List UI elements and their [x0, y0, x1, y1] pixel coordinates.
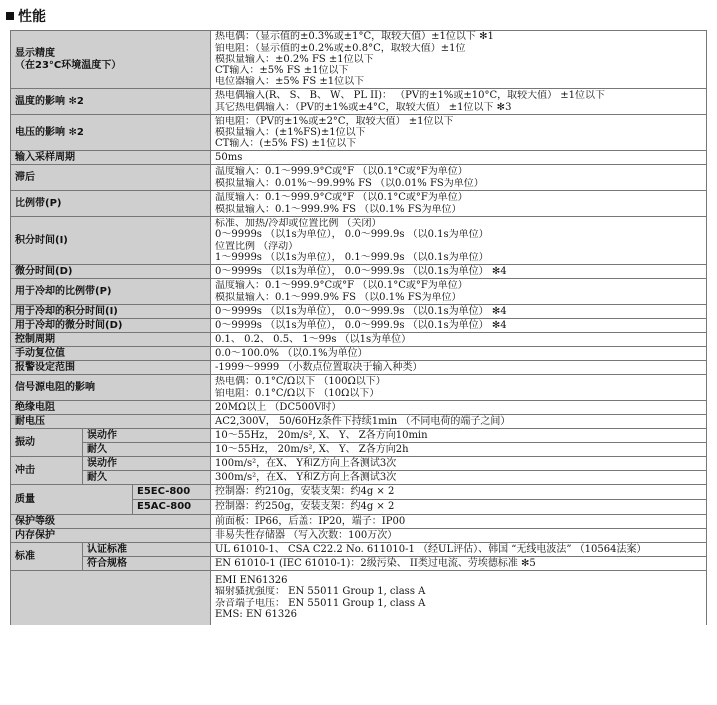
value-shock-endurance: 300m/s²，在X、 Y和Z方向上各测试3次	[211, 471, 707, 485]
sub-standards-certified: 认证标准	[83, 543, 211, 557]
value-temp-effect: 热电偶输入(R、 S、 B、 W、 PL II)： （PV的±1%或±10°C，取较大值） ±1位以下 其它热电偶输入：（PV的±1%或±4°C，取较大值） ±1位以下 ✻3	[211, 89, 707, 115]
value-cool-derivative: 0～9999s （以1s为单位）， 0.0～999.9s （以0.1s为单位） ✻4	[211, 319, 707, 333]
label-control-period: 控制周期	[11, 333, 211, 347]
sub-shock-malfunction: 误动作	[83, 457, 211, 471]
label-memory: 内存保护	[11, 529, 211, 543]
row-integral	[11, 217, 707, 265]
row-signal-source	[11, 375, 707, 401]
value-integral: 标准、加热/冷却或位置比例 （关闭） 0～9999s （以1s为单位）， 0.0～999.9s （以0.1s为单位） 位置比例 （浮动） 1～9999s （以1s为单位）， 0.1～999.9s （以0.1s为单位）	[211, 217, 707, 265]
value-voltage-effect: 铂电阻：（PV的±1%或±2°C，取较大值） ±1位以下 模拟量输入：(±1%FS)±1位以下 CT输入：(±5% FS) ±1位以下	[211, 115, 707, 151]
row-hysteresis	[11, 165, 707, 191]
sub-standards-conforming: 符合规格	[83, 557, 211, 571]
spec-table	[10, 30, 707, 625]
label-cool-derivative: 用于冷却的微分时间(D)	[11, 319, 211, 333]
row-prop-band	[11, 191, 707, 217]
row-voltage-effect	[11, 115, 707, 151]
label-alarm-range: 报警设定范围	[11, 361, 211, 375]
value-signal-source: 热电偶：0.1°C/Ω以下 （100Ω以下） 铂电阻：0.1°C/Ω以下 （10Ω以下）	[211, 375, 707, 401]
label-derivative: 微分时间(D)	[11, 265, 211, 279]
label-accuracy: 显示精度 （在23°C环境温度下）	[11, 31, 211, 89]
row-mass-1	[11, 485, 707, 500]
value-withstand: AC2,300V， 50/60Hz条件下持续1min （不同电荷的端子之间）	[211, 415, 707, 429]
row-emc	[11, 571, 707, 625]
value-accuracy: 热电偶：（显示值的±0.3%或±1°C，取较大值）±1位以下 ✻1 铂电阻：（显示值的±0.2%或±0.8°C，取较大值）±1位 模拟量输入：±0.2% FS ±1位以下 CT输入：±5% FS ±1位以下 电位器输入：±5% FS ±1位以下	[211, 31, 707, 89]
value-mass-e5ac: 控制器：约250g，安装支架：约4g × 2	[211, 500, 707, 515]
row-derivative	[11, 265, 707, 279]
row-alarm-range	[11, 361, 707, 375]
label-sampling: 输入采样周期	[11, 151, 211, 165]
row-shock-1	[11, 457, 707, 471]
label-signal-source: 信号源电阻的影响	[11, 375, 211, 401]
value-cool-integral: 0～9999s （以1s为单位）， 0.0～999.9s （以0.1s为单位） ✻4	[211, 305, 707, 319]
row-temp-effect	[11, 89, 707, 115]
label-hysteresis: 滞后	[11, 165, 211, 191]
row-accuracy	[11, 31, 707, 89]
row-cool-prop	[11, 279, 707, 305]
label-mass: 质量	[11, 485, 133, 515]
label-temp-effect: 温度的影响 ✻2	[11, 89, 211, 115]
row-cool-integral	[11, 305, 707, 319]
label-integral: 积分时间(I)	[11, 217, 211, 265]
label-prop-band: 比例带(P)	[11, 191, 211, 217]
sub-vibration-malfunction: 误动作	[83, 429, 211, 443]
row-shock-2	[11, 471, 707, 485]
value-shock-malfunction: 100m/s²，在X、 Y和Z方向上各测试3次	[211, 457, 707, 471]
label-shock: 冲击	[11, 457, 83, 485]
row-manual-reset	[11, 347, 707, 361]
value-control-period: 0.1、 0.2、 0.5、 1～99s （以1s为单位）	[211, 333, 707, 347]
row-standards-1	[11, 543, 707, 557]
row-vibration-2	[11, 443, 707, 457]
value-sampling: 50ms	[211, 151, 707, 165]
value-manual-reset: 0.0～100.0% （以0.1%为单位）	[211, 347, 707, 361]
sub-mass-e5ac: E5AC-800	[133, 500, 211, 515]
row-standards-2	[11, 557, 707, 571]
label-vibration: 振动	[11, 429, 83, 457]
label-manual-reset: 手动复位值	[11, 347, 211, 361]
sub-mass-e5ec: E5EC-800	[133, 485, 211, 500]
value-standards-conforming: EN 61010-1 (IEC 61010-1)：2级污染、 II类过电流、劳埃德标准 ✻5	[211, 557, 707, 571]
label-voltage-effect: 电压的影响 ✻2	[11, 115, 211, 151]
label-standards: 标准	[11, 543, 83, 571]
value-derivative: 0～9999s （以1s为单位）， 0.0～999.9s （以0.1s为单位） ✻4	[211, 265, 707, 279]
row-protection	[11, 515, 707, 529]
value-mass-e5ec: 控制器：约210g，安装支架：约4g × 2	[211, 485, 707, 500]
value-insulation: 20MΩ以上 （DC500V时）	[211, 401, 707, 415]
label-cool-prop: 用于冷却的比例带(P)	[11, 279, 211, 305]
label-protection: 保护等级	[11, 515, 211, 529]
label-withstand: 耐电压	[11, 415, 211, 429]
section-title: 性能	[6, 6, 46, 26]
value-vibration-endurance: 10～55Hz， 20m/s², X、 Y、 Z各方向2h	[211, 443, 707, 457]
label-emc	[11, 571, 211, 625]
value-protection: 前面板：IP66，后盖：IP20，端子：IP00	[211, 515, 707, 529]
row-cool-derivative	[11, 319, 707, 333]
value-prop-band: 温度输入：0.1～999.9°C或°F （以0.1°C或°F为单位） 模拟量输入：0.1～999.9% FS （以0.1% FS为单位）	[211, 191, 707, 217]
value-standards-certified: UL 61010-1、 CSA C22.2 No. 611010-1 （经UL评估）、韩国 “无线电波法” （10564法案）	[211, 543, 707, 557]
value-hysteresis: 温度输入：0.1～999.9°C或°F （以0.1°C或°F为单位） 模拟量输入：0.01%～99.99% FS （以0.01% FS为单位）	[211, 165, 707, 191]
value-alarm-range: -1999～9999 （小数点位置取决于输入种类）	[211, 361, 707, 375]
sub-vibration-endurance: 耐久	[83, 443, 211, 457]
label-insulation: 绝缘电阻	[11, 401, 211, 415]
row-withstand	[11, 415, 707, 429]
row-sampling	[11, 151, 707, 165]
row-vibration-1	[11, 429, 707, 443]
row-insulation	[11, 401, 707, 415]
row-control-period	[11, 333, 707, 347]
value-emc: EMI EN61326 辐射骚扰强度： EN 55011 Group 1, class A 杂音端子电压： EN 55011 Group 1, class A EMS: EN 61326	[211, 571, 707, 625]
label-cool-integral: 用于冷却的积分时间(I)	[11, 305, 211, 319]
row-memory	[11, 529, 707, 543]
value-cool-prop: 温度输入：0.1～999.9°C或°F （以0.1°C或°F为单位） 模拟量输入：0.1～999.9% FS （以0.1% FS为单位）	[211, 279, 707, 305]
square-bullet-icon	[6, 12, 14, 20]
value-vibration-malfunction: 10～55Hz， 20m/s², X、 Y、 Z各方向10min	[211, 429, 707, 443]
value-memory: 非易失性存储器 （写入次数：100万次）	[211, 529, 707, 543]
sub-shock-endurance: 耐久	[83, 471, 211, 485]
